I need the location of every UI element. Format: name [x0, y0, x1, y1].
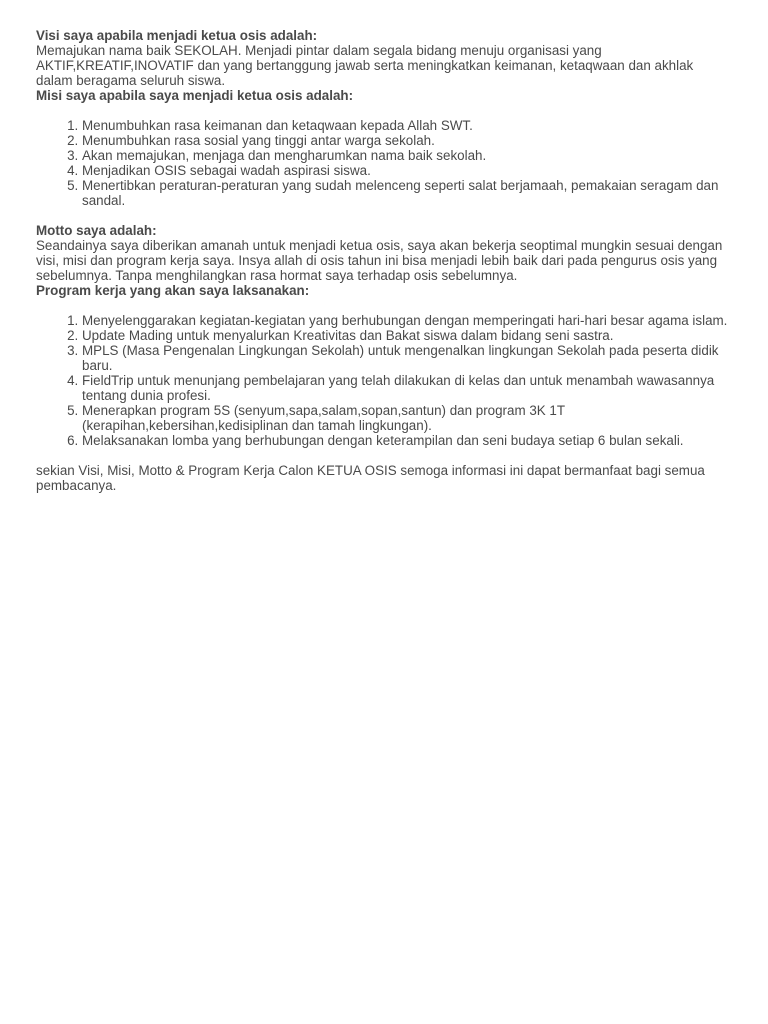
misi-item: 3. Akan memajukan, menjaga dan mengharumkan nama baik sekolah.: [82, 148, 728, 163]
motto-heading: Motto saya adalah:: [36, 223, 157, 238]
misi-item: 4. Menjadikan OSIS sebagai wadah aspirasi siswa.: [82, 163, 728, 178]
misi-item: 1. Menumbuhkan rasa keimanan dan ketaqwaan kepada Allah SWT.: [82, 118, 728, 133]
misi-item: 5. Menertibkan peraturan-peraturan yang sudah melenceng seperti salat berjamaah, pemakaian seragam dan sandal.: [82, 178, 728, 208]
spacer: [36, 208, 728, 223]
program-item: 1. Menyelenggarakan kegiatan-kegiatan yang berhubungan dengan memperingati hari-hari besar agama islam.: [82, 313, 728, 328]
program-item: 5. Menerapkan program 5S (senyum,sapa,salam,sopan,santun) dan program 3K 1T (kerapihan,kebersihan,kedisiplinan dan tamah lingkungan).: [82, 403, 728, 433]
program-list: [36, 313, 728, 448]
visi-heading: Visi saya apabila menjadi ketua osis adalah:: [36, 28, 318, 43]
program-item: 2. Update Mading untuk menyalurkan Kreativitas dan Bakat siswa dalam bidang seni sastra.: [82, 328, 728, 343]
program-item: 6. Melaksanakan lomba yang berhubungan dengan keterampilan dan seni budaya setiap 6 bulan sekali.: [82, 433, 728, 448]
program-item: 4. FieldTrip untuk menunjang pembelajaran yang telah dilakukan di kelas dan untuk menambah wawasannya tentang dunia profesi.: [82, 373, 728, 403]
motto-text: Seandainya saya diberikan amanah untuk menjadi ketua osis, saya akan bekerja seoptimal mungkin sesuai dengan visi, misi dan program kerja saya. Insya allah di osis tahun ini bisa menjadi lebih baik dari pada pengurus osis yang sebelumnya. Tanpa menghilangkan rasa hormat saya terhadap osis sebelumnya.: [36, 238, 723, 283]
misi-item: 2. Menumbuhkan rasa sosial yang tinggi antar warga sekolah.: [82, 133, 728, 148]
closing-text: sekian Visi, Misi, Motto & Program Kerja Calon KETUA OSIS semoga informasi ini dapat bermanfaat bagi semua pembacanya.: [36, 463, 705, 493]
visi-text: Memajukan nama baik SEKOLAH. Menjadi pintar dalam segala bidang menuju organisasi yang AKTIF,KREATIF,INOVATIF dan yang bertanggung jawab serta meningkatkan keimanan, ketaqwaan dan akhlak dalam beragama seluruh siswa.: [36, 43, 694, 88]
program-heading: Program kerja yang akan saya laksanakan:: [36, 283, 310, 298]
spacer: [36, 448, 728, 463]
misi-list: [36, 118, 728, 208]
misi-heading: Misi saya apabila saya menjadi ketua osis adalah:: [36, 88, 354, 103]
program-item: 3. MPLS (Masa Pengenalan Lingkungan Sekolah) untuk mengenalkan lingkungan Sekolah pada peserta didik baru.: [82, 343, 728, 373]
